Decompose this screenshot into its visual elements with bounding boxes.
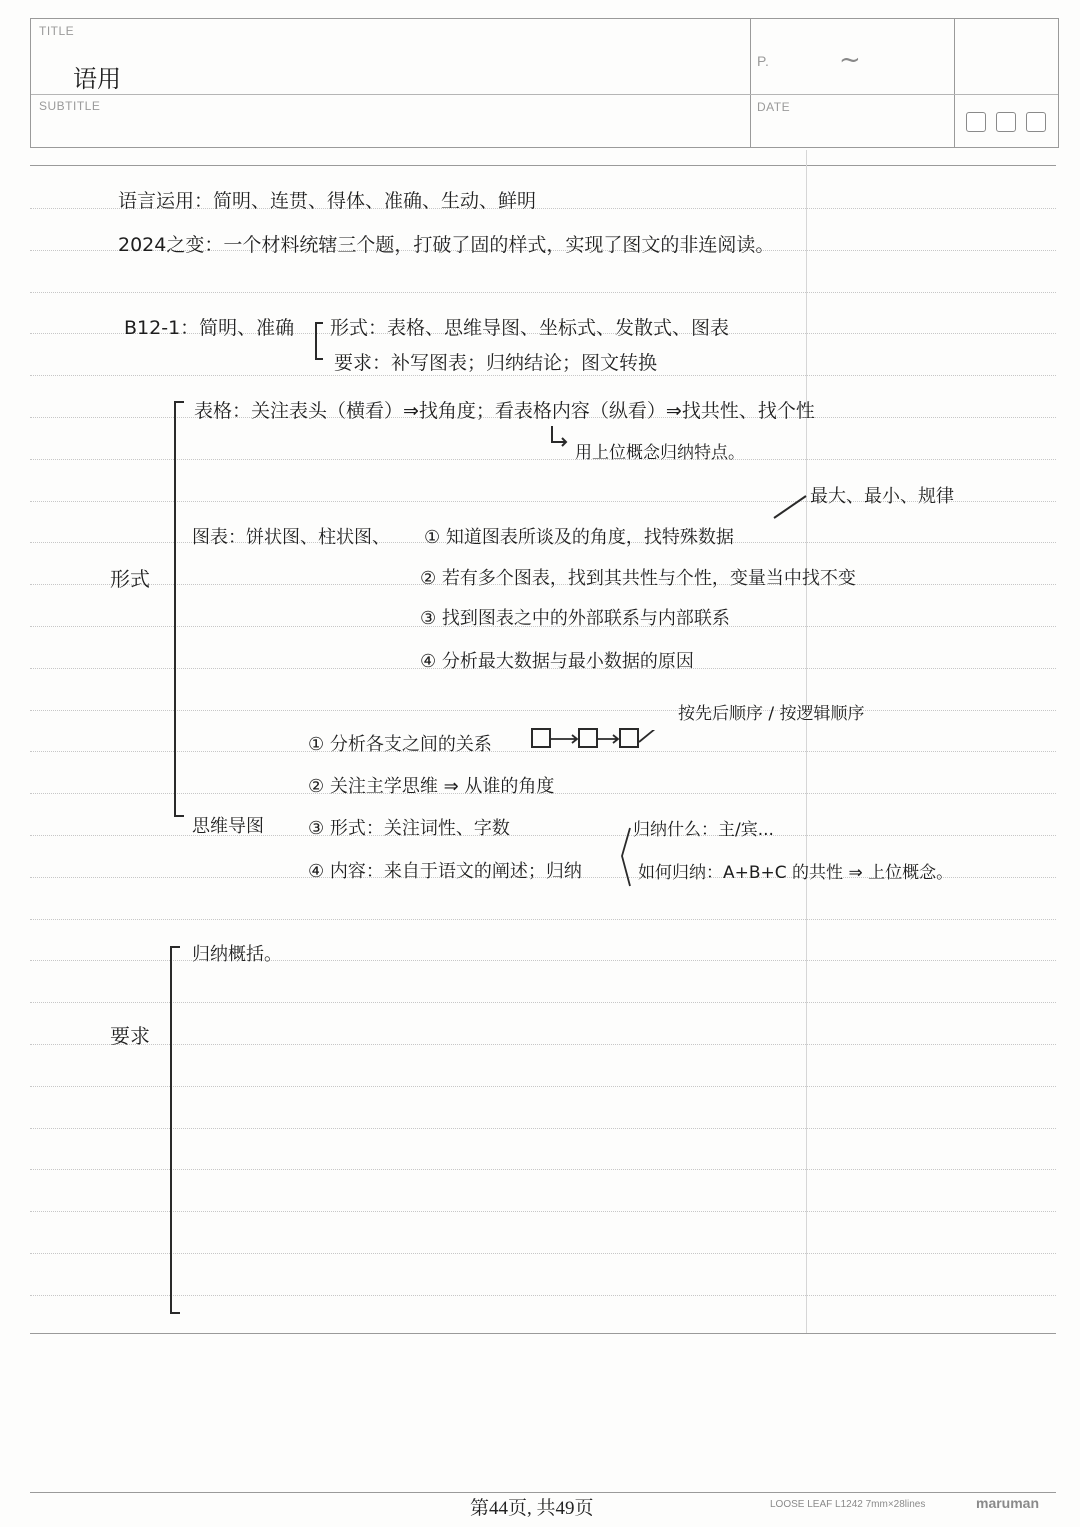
note-line-1: 语言运用：简明、连贯、得体、准确、生动、鲜明 bbox=[118, 190, 537, 212]
margin-line bbox=[806, 150, 807, 1333]
form-bracket-tick-bottom bbox=[174, 815, 184, 817]
b12-requirement: 要求：补写图表；归纳结论；图文转换 bbox=[334, 352, 658, 374]
page-info: 第44页, 共49页 bbox=[470, 1498, 594, 1519]
requirement-bracket bbox=[170, 946, 172, 1314]
ruled-line bbox=[30, 960, 1056, 961]
ruled-line bbox=[30, 1044, 1056, 1045]
ruled-line bbox=[30, 710, 1056, 711]
loose-leaf-label: LOOSE LEAF L1242 7mm×28lines bbox=[770, 1499, 926, 1510]
chart-item-1: ① 知道图表所谈及的角度，找特殊数据 bbox=[424, 527, 734, 548]
ruled-line bbox=[30, 1002, 1056, 1003]
mind-item-3: ③ 形式：关注词性、字数 bbox=[308, 818, 510, 839]
mind-branch-1: 归纳什么：主/宾... bbox=[633, 820, 774, 840]
note-line-2: 2024之变：一个材料统辖三个题，打破了固的样式，实现了图文的非连阅读。 bbox=[118, 234, 775, 256]
subtitle-label: SUBTITLE bbox=[39, 99, 101, 113]
b12-label: B12-1：简明、准确 bbox=[124, 317, 295, 339]
mind-item-4: ④ 内容：来自于语文的阐述；归纳 bbox=[308, 861, 582, 882]
ruled-line bbox=[30, 835, 1056, 836]
checkbox-1[interactable] bbox=[966, 112, 986, 132]
ruled-line bbox=[30, 1169, 1056, 1170]
header-divider-middle bbox=[31, 94, 1058, 95]
form-bracket bbox=[174, 401, 176, 817]
header-divider-left bbox=[750, 19, 751, 147]
chart-label: 图表：饼状图、柱状图、 bbox=[192, 527, 390, 548]
ruled-line bbox=[30, 1128, 1056, 1129]
table-sub: 用上位概念归纳特点。 bbox=[575, 443, 745, 463]
ruled-line bbox=[30, 1086, 1056, 1087]
page-value: ~ bbox=[839, 45, 861, 75]
chart-item-4: ④ 分析最大数据与最小数据的原因 bbox=[420, 651, 694, 672]
title-label: TITLE bbox=[39, 24, 75, 38]
b12-bracket-tick-bottom bbox=[315, 358, 323, 360]
b12-form: 形式：表格、思维导图、坐标式、发散式、图表 bbox=[330, 317, 730, 339]
ruled-line bbox=[30, 751, 1056, 752]
requirement-bracket-tick-bottom bbox=[170, 1312, 180, 1314]
checkbox-3[interactable] bbox=[1026, 112, 1046, 132]
chart-item-2: ② 若有多个图表，找到其共性与个性，变量当中找不变 bbox=[420, 568, 856, 589]
ruled-line bbox=[30, 1295, 1056, 1296]
form-side-label: 形式 bbox=[110, 567, 150, 591]
flow-box-1 bbox=[531, 728, 551, 748]
table-line: 表格：关注表头（横看）⇒找角度；看表格内容（纵看）⇒找共性、找个性 bbox=[194, 400, 815, 422]
requirement-side-label: 要求 bbox=[110, 1024, 150, 1048]
header-frame bbox=[30, 18, 1059, 148]
mind-branch-2: 如何归纳：A+B+C 的共性 ⇒ 上位概念。 bbox=[638, 863, 954, 883]
requirement-item-1: 归纳概括。 bbox=[192, 944, 282, 965]
b12-bracket bbox=[315, 322, 317, 360]
mind-item-1: ① 分析各支之间的关系 bbox=[308, 734, 492, 755]
table-sub-arrow-icon bbox=[548, 424, 570, 450]
page-top-line bbox=[30, 165, 1056, 166]
flow-arrows-icon bbox=[551, 730, 661, 750]
mind-item-2: ② 关注主学思维 ⇒ 从谁的角度 bbox=[308, 776, 555, 797]
ruled-line bbox=[30, 459, 1056, 460]
ruled-line bbox=[30, 919, 1056, 920]
ruled-line bbox=[30, 375, 1056, 376]
date-label: DATE bbox=[757, 100, 791, 114]
chart-item-3: ③ 找到图表之中的外部联系与内部联系 bbox=[420, 608, 730, 629]
page-bottom-line bbox=[30, 1333, 1056, 1334]
ruled-line bbox=[30, 292, 1056, 293]
form-bracket-tick-top bbox=[174, 401, 184, 403]
page-label: P. bbox=[757, 53, 770, 69]
header-divider-right bbox=[954, 19, 955, 147]
mind-note-top: 按先后顺序 / 按逻辑顺序 bbox=[678, 704, 865, 724]
ruled-line bbox=[30, 1211, 1056, 1212]
ruled-line bbox=[30, 1253, 1056, 1254]
requirement-bracket-tick-top bbox=[170, 946, 180, 948]
chart-note-top: 最大、最小、规律 bbox=[810, 486, 954, 507]
checkbox-2[interactable] bbox=[996, 112, 1016, 132]
title-value: 语用 bbox=[73, 65, 121, 93]
mind-label: 思维导图 bbox=[192, 816, 264, 837]
chart-note-arrow-icon bbox=[770, 492, 810, 520]
b12-bracket-tick-top bbox=[315, 322, 323, 324]
brand-logo: maruman bbox=[976, 1495, 1040, 1511]
